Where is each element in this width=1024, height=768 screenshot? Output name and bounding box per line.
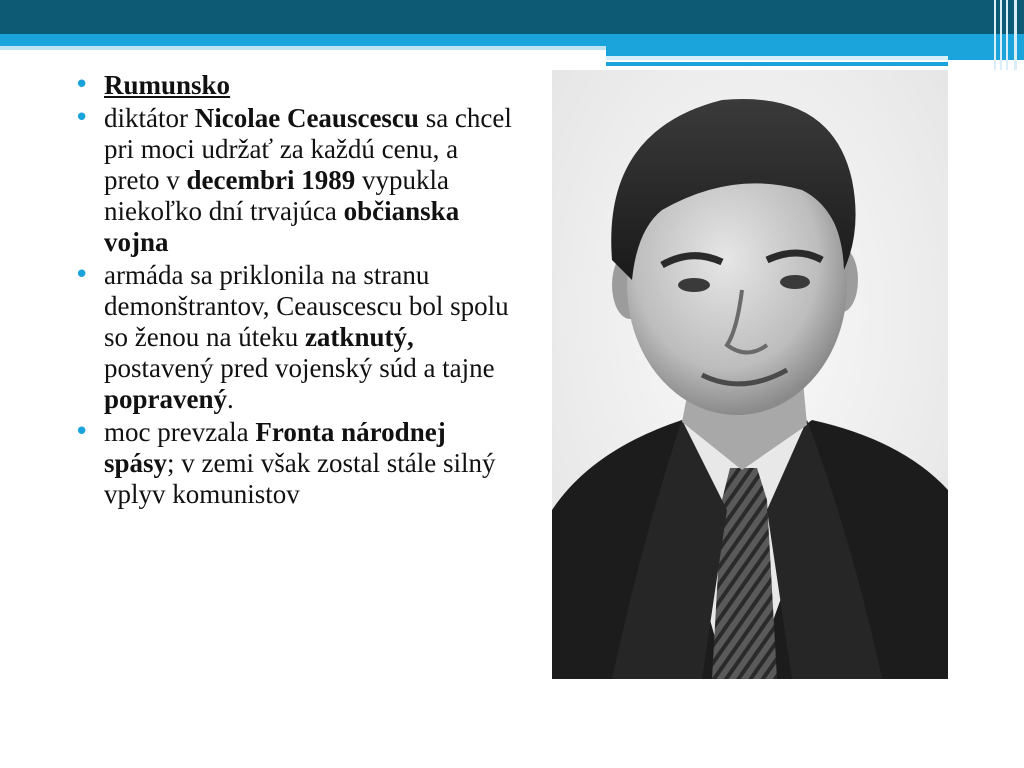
portrait-icon (552, 70, 948, 679)
bullet-list (74, 70, 514, 510)
slide-content (74, 70, 514, 512)
header-line-light (0, 46, 606, 50)
bullet-text: občianska vojna (104, 196, 460, 257)
header-line-blue-right (606, 62, 948, 66)
bullet-item (74, 70, 514, 101)
bullet-item (74, 417, 514, 510)
bullet-text: ; v zemi však zostal stále silný vplyv komunistov (104, 448, 496, 509)
portrait-photo (552, 70, 948, 679)
bullet-text: Rumunsko (104, 70, 231, 100)
bullet-text: armáda sa priklonila na stranu demonštrantov, Ceauscescu bol spolu so ženou na úteku (104, 260, 509, 352)
bullet-text: popravený (104, 384, 228, 414)
bullet-text: decembri 1989 (186, 165, 356, 195)
bullet-text: zatknutý, (304, 322, 414, 352)
header-bar-dark (0, 0, 1024, 34)
bullet-text: postavený pred vojenský súd a tajne (104, 353, 495, 383)
bullet-item (74, 103, 514, 258)
header-bar-blue (0, 34, 1024, 46)
bullet-text: moc prevzala (104, 417, 256, 447)
bullet-text: Nicolae Ceauscescu (194, 103, 419, 133)
bullet-text: vypukla niekoľko dní trvajúca (104, 165, 449, 226)
header-line-light-right (606, 56, 948, 60)
bullet-text: diktátor (104, 103, 195, 133)
bullet-text: sa chcel pri moci udržať za každú cenu, a preto v (104, 103, 512, 195)
bullet-item (74, 260, 514, 415)
header-stripes (990, 0, 1024, 70)
bullet-text: . (227, 384, 234, 414)
bullet-text: Fronta národnej spásy (104, 417, 446, 478)
